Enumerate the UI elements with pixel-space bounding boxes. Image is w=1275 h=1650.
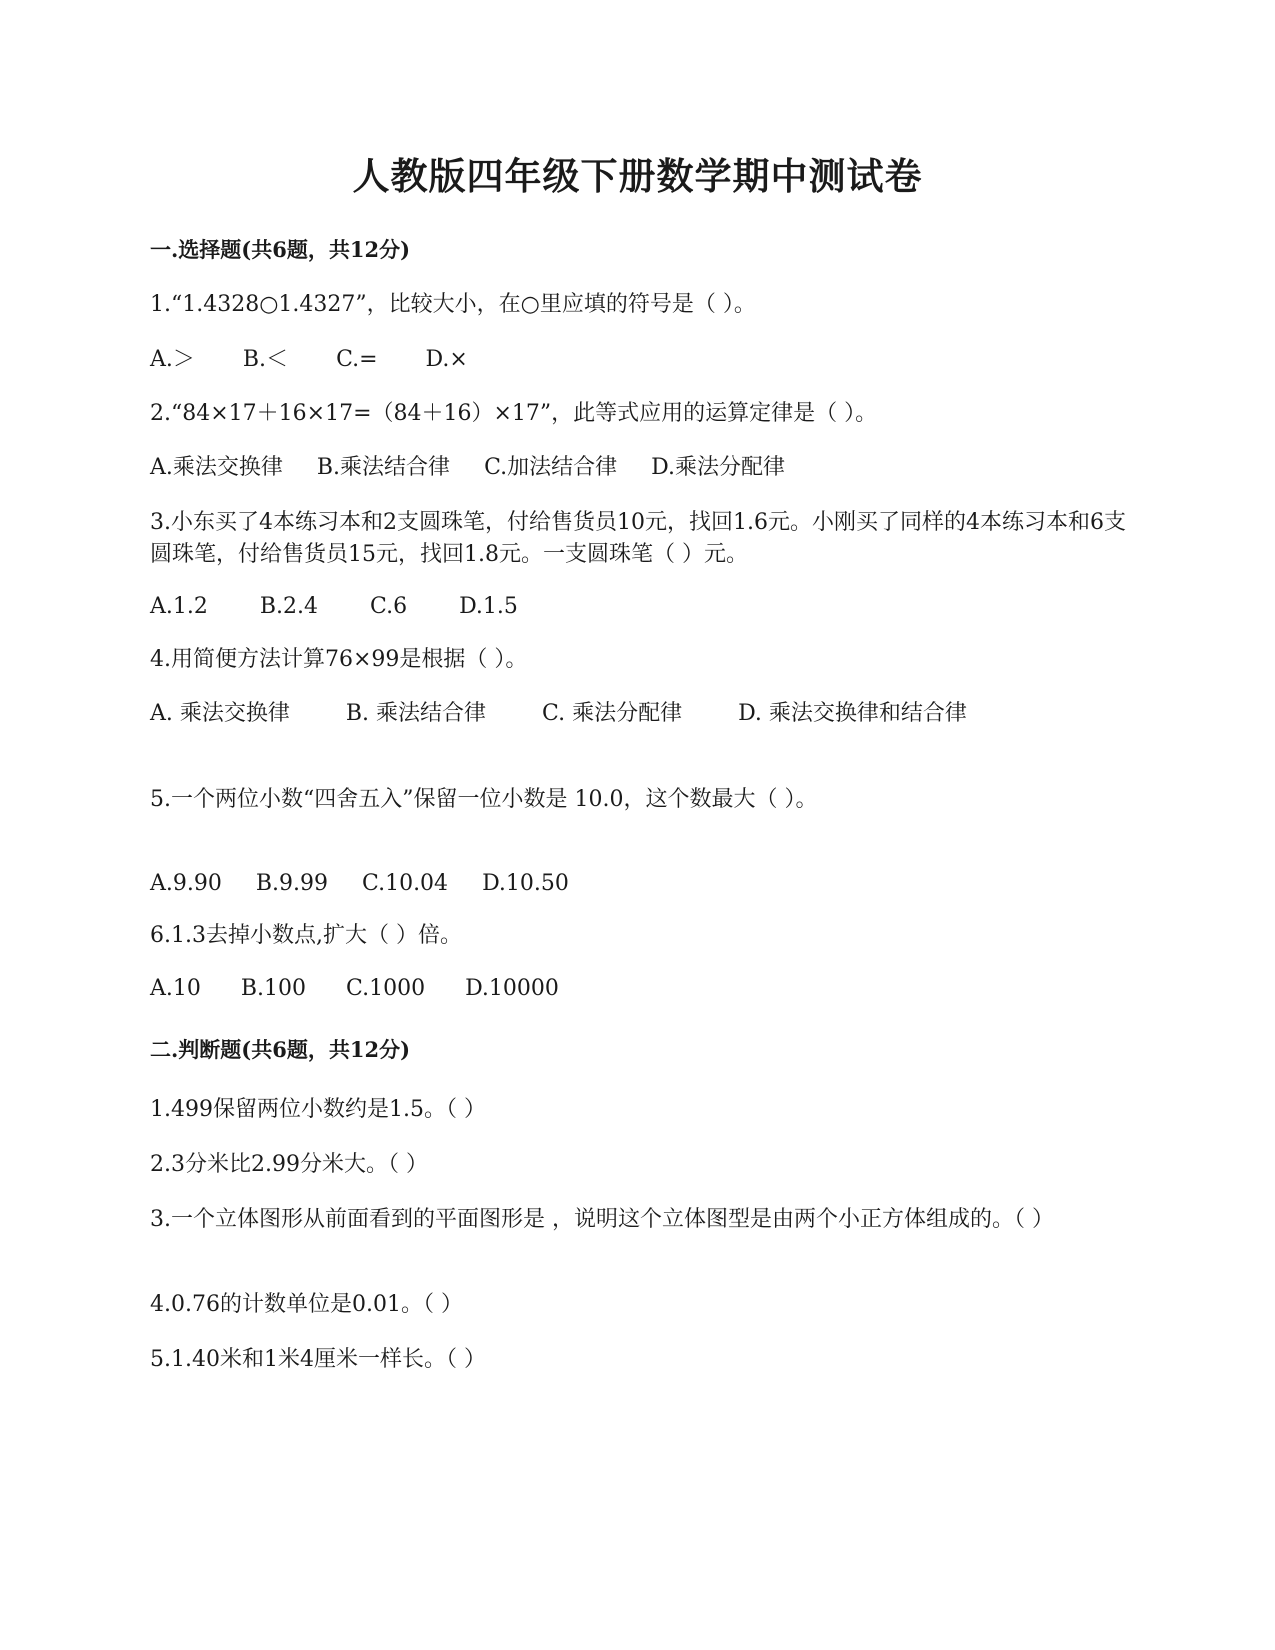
option-a: A.乘法交换律 (150, 455, 283, 480)
question-5-options (150, 868, 603, 900)
option-c: C.6 (370, 594, 408, 619)
option-a: A.9.90 (150, 871, 222, 896)
section-heading-choice: 一.选择题(共6题，共12分) (150, 237, 411, 262)
question-1-options (150, 344, 516, 376)
option-b: B. 乘法结合律 (345, 701, 487, 726)
option-d: D.10000 (465, 976, 559, 1001)
judgment-3-text: 3.一个立体图形从前面看到的平面图形是 ，说明这个立体图型是由两个小正方体组成的。（ ） (150, 1207, 1054, 1232)
judgment-1-text: 1.499保留两位小数约是1.5。（ ） (150, 1097, 486, 1122)
option-b: B.乘法结合律 (316, 455, 451, 480)
option-d: D.10.50 (482, 871, 569, 896)
option-b: B.9.99 (255, 871, 329, 896)
judgment-2-text: 2.3分米比2.99分米大。（ ） (150, 1152, 428, 1177)
option-d: D.1.5 (459, 594, 518, 619)
question-2-options (150, 452, 819, 484)
question-5-text: 5.一个两位小数“四舍五入”保留一位小数是 10.0，这个数最大（ ）。 (150, 787, 818, 812)
judgment-5-text: 5.1.40米和1米4厘米一样长。（ ） (150, 1347, 486, 1372)
option-d: D.乘法分配律 (651, 455, 785, 480)
question-3-text: 3.小东买了4本练习本和2支圆珠笔，付给售货员10元，找回1.6元。小刚买了同样的4本练习本和6支圆珠笔，付给售货员15元，找回1.8元。一支圆珠笔（ ）元。 (150, 510, 1126, 567)
option-a: A. 乘法交换律 (150, 701, 290, 726)
option-a: A.＞ (150, 347, 195, 372)
question-4-text: 4.用简便方法计算76×99是根据（ ）。 (150, 647, 528, 672)
option-c: C.= (336, 347, 378, 372)
question-6-text: 6.1.3去掉小数点,扩大（ ）倍。 (150, 923, 462, 948)
option-d: D. 乘法交换律和结合律 (738, 701, 967, 726)
option-c: C.10.04 (362, 871, 449, 896)
judgment-4-text: 4.0.76的计数单位是0.01。（ ） (150, 1292, 463, 1317)
question-1-text: 1.“1.4328○1.4327”，比较大小，在○里应填的符号是（ ）。 (150, 292, 756, 317)
section-heading-judgment: 二.判断题(共6题，共12分) (150, 1037, 411, 1062)
option-b: B.2.4 (259, 594, 319, 619)
page-title: 人教版四年级下册数学期中测试卷 (352, 154, 923, 198)
option-c: C.加法结合律 (484, 455, 618, 480)
option-c: C.1000 (346, 976, 426, 1001)
option-c: C. 乘法分配律 (542, 701, 683, 726)
option-d: D.× (425, 347, 468, 372)
question-2-text: 2.“84×17＋16×17=（84＋16）×17”，此等式应用的运算定律是（ ）。 (150, 401, 878, 426)
option-b: B.＜ (242, 347, 289, 372)
option-a: A.1.2 (150, 594, 208, 619)
question-4-options (150, 698, 1023, 730)
option-a: A.10 (150, 976, 201, 1001)
question-3-options (150, 591, 570, 623)
question-6-options (150, 973, 599, 1005)
option-b: B.100 (240, 976, 307, 1001)
